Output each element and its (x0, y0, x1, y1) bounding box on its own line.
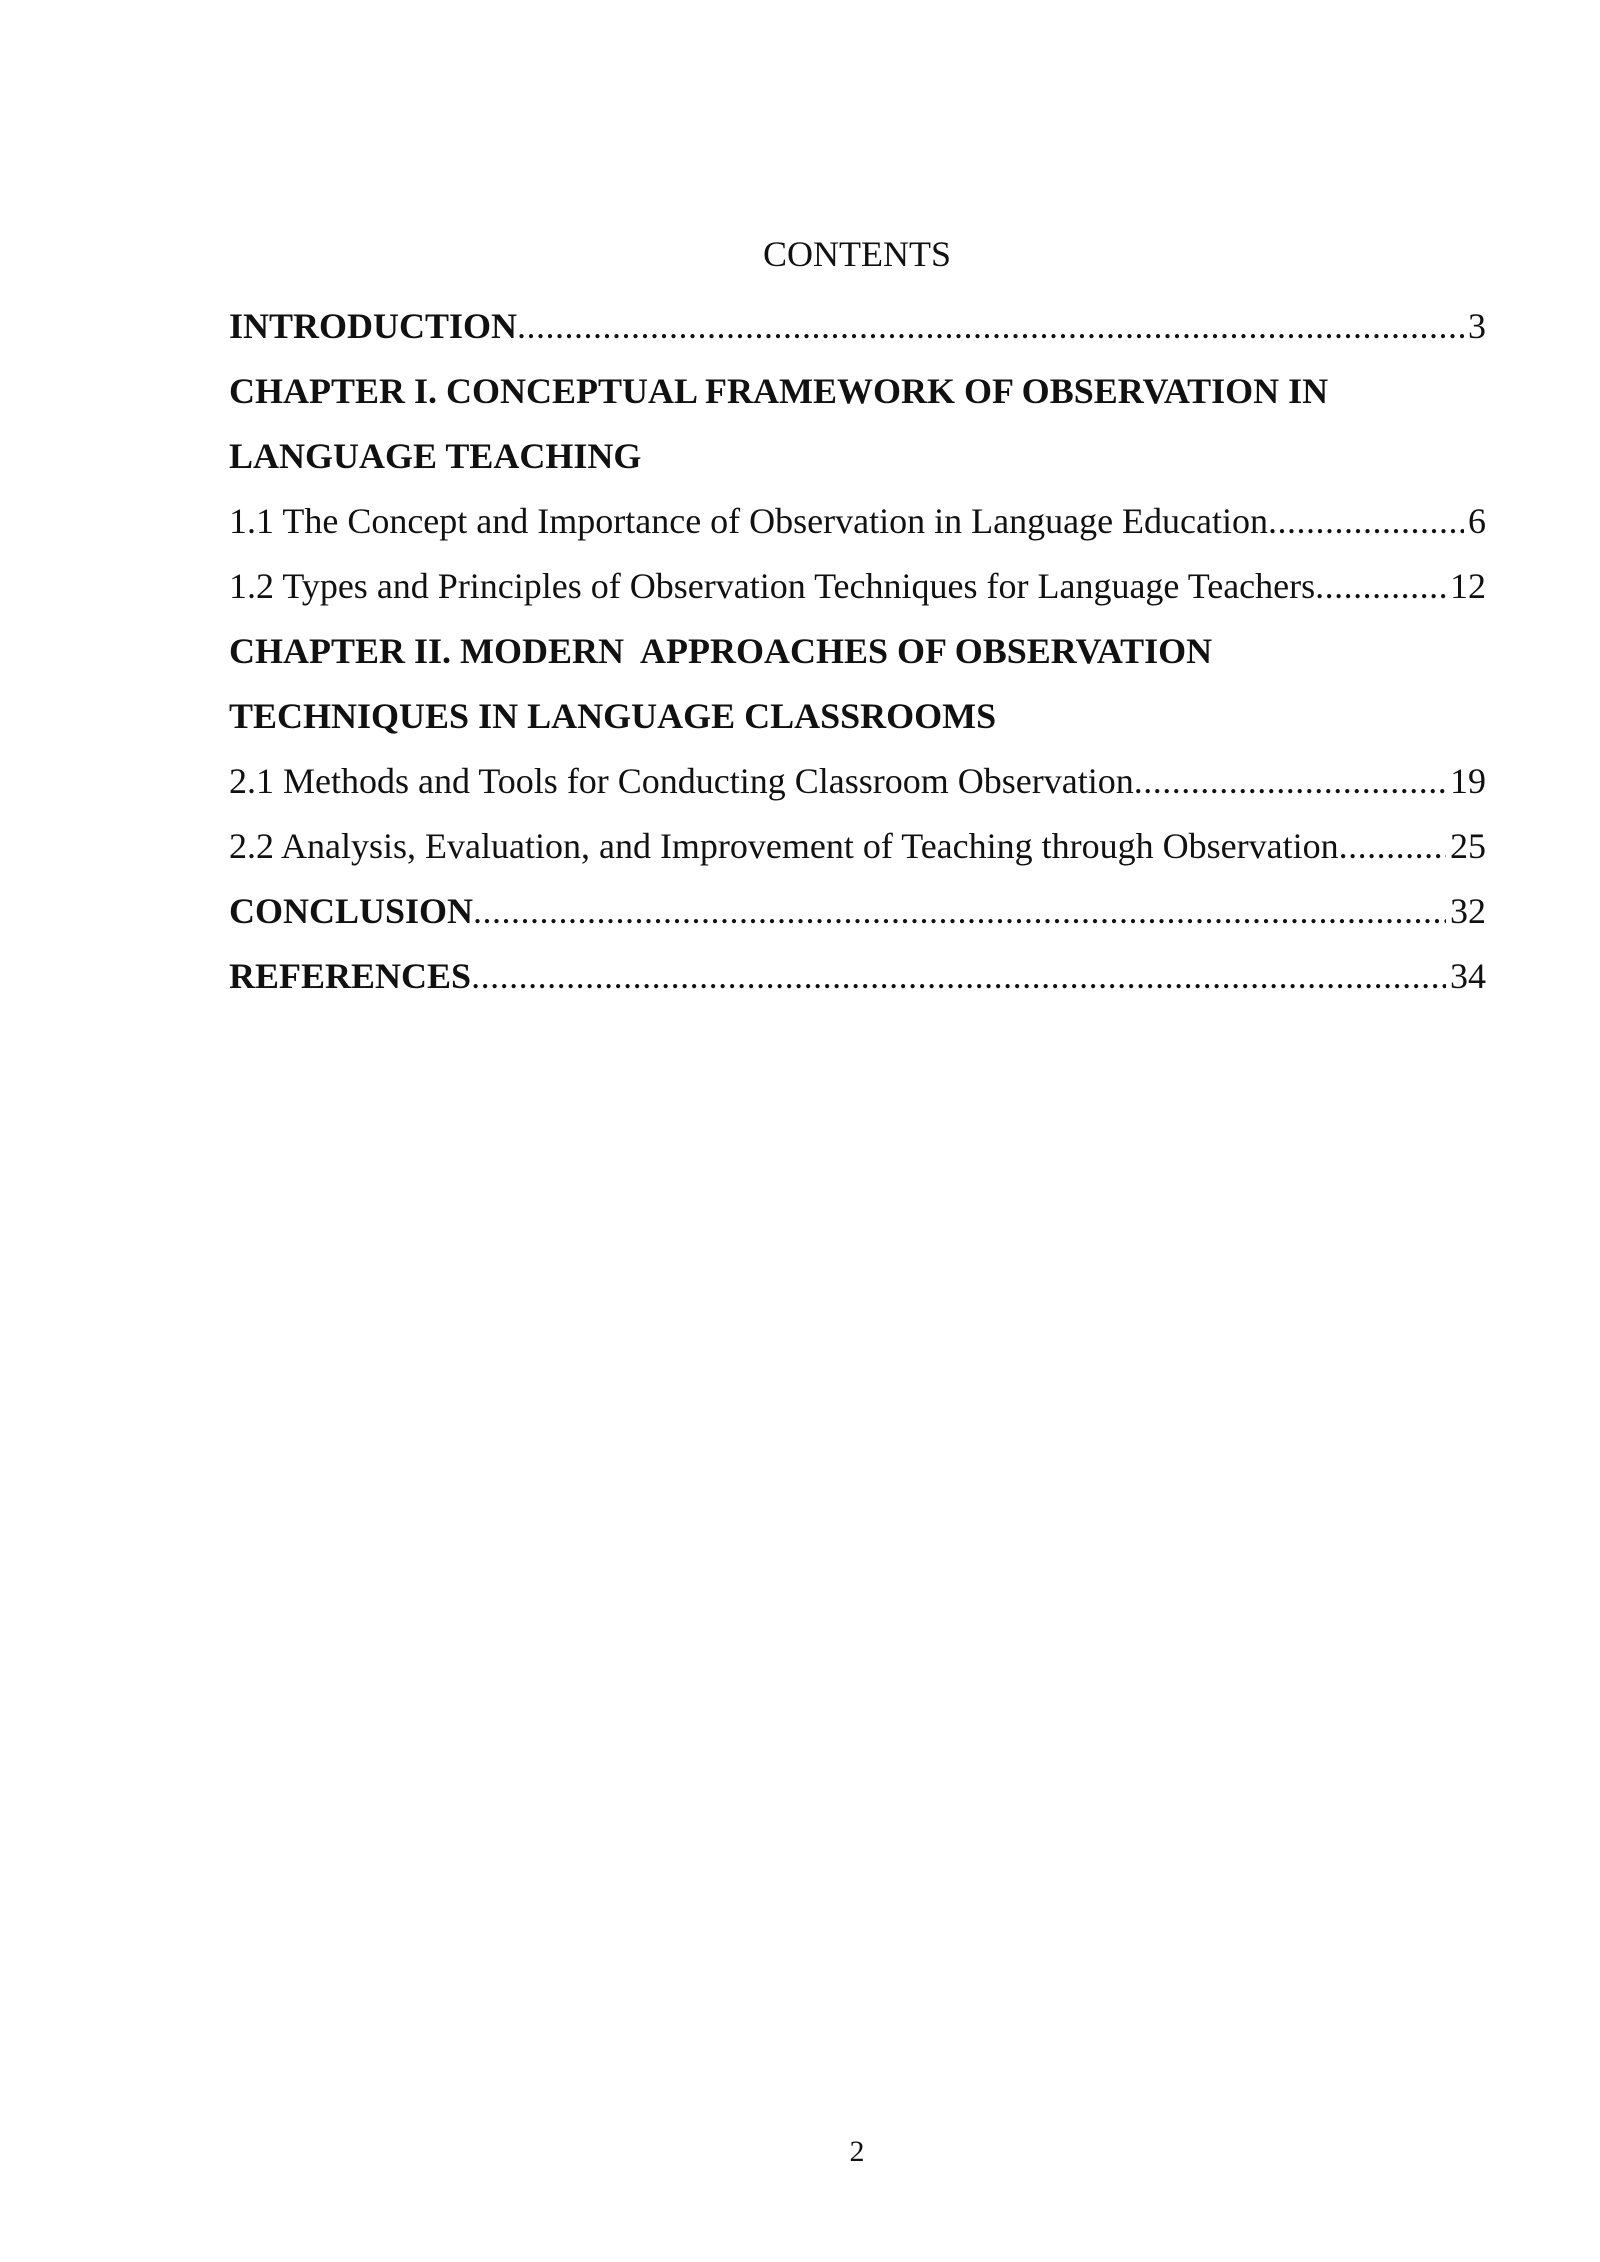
toc-entry-section-2-1[interactable] (229, 748, 1486, 813)
dot-leader (1315, 565, 1446, 607)
toc-chapter-2-heading-line-2[interactable] (229, 683, 1486, 748)
toc-entry-section-2-2[interactable] (229, 813, 1486, 878)
toc-page-number: 34 (1450, 955, 1486, 996)
toc-entry-label: 1.2 Types and Principles of Observation Techniques for Language Teachers (229, 565, 1316, 606)
toc-chapter-2-heading-line-1[interactable] (229, 618, 1486, 683)
table-of-contents (229, 293, 1486, 1008)
toc-page-number: 25 (1450, 825, 1486, 866)
dot-leader (517, 305, 1464, 347)
contents-heading: CONTENTS (763, 234, 951, 274)
toc-page-number: 6 (1468, 500, 1486, 541)
page-number-footer: 2 (849, 2135, 865, 2168)
toc-chapter-1-heading-line-1[interactable] (229, 358, 1486, 423)
toc-entry-section-1-2[interactable] (229, 553, 1486, 618)
dot-leader (1134, 760, 1446, 802)
toc-entry-label: 2.2 Analysis, Evaluation, and Improvement of Teaching through Observation (229, 825, 1339, 866)
toc-page-number: 12 (1450, 565, 1486, 606)
toc-entry-conclusion[interactable] (229, 878, 1486, 943)
toc-entry-references[interactable] (229, 943, 1486, 1008)
toc-page-number: 3 (1468, 305, 1486, 346)
toc-page-number: 32 (1450, 890, 1486, 931)
chapter-title-continued: TECHNIQUES IN LANGUAGE CLASSROOMS (229, 695, 997, 736)
toc-entry-label: 2.1 Methods and Tools for Conducting Classroom Observation (229, 760, 1134, 801)
toc-chapter-1-heading-line-2[interactable] (229, 423, 1486, 488)
dot-leader (1339, 825, 1446, 867)
dot-leader (471, 955, 1446, 997)
toc-page-number: 19 (1450, 760, 1486, 801)
dot-leader (1268, 500, 1464, 542)
toc-entry-label: REFERENCES (229, 955, 472, 996)
chapter-title: CHAPTER II. MODERN APPROACHES OF OBSERVATION (229, 630, 1213, 671)
toc-entry-label: INTRODUCTION (229, 305, 518, 346)
toc-entry-section-1-1[interactable] (229, 488, 1486, 553)
chapter-title-continued: LANGUAGE TEACHING (229, 435, 642, 476)
chapter-title: CHAPTER I. CONCEPTUAL FRAMEWORK OF OBSERVATION IN (229, 370, 1329, 411)
toc-entry-label: 1.1 The Concept and Importance of Observation in Language Education (229, 500, 1269, 541)
toc-entry-label: CONCLUSION (229, 890, 474, 931)
dot-leader (473, 890, 1446, 932)
toc-entry-introduction[interactable] (229, 293, 1486, 358)
